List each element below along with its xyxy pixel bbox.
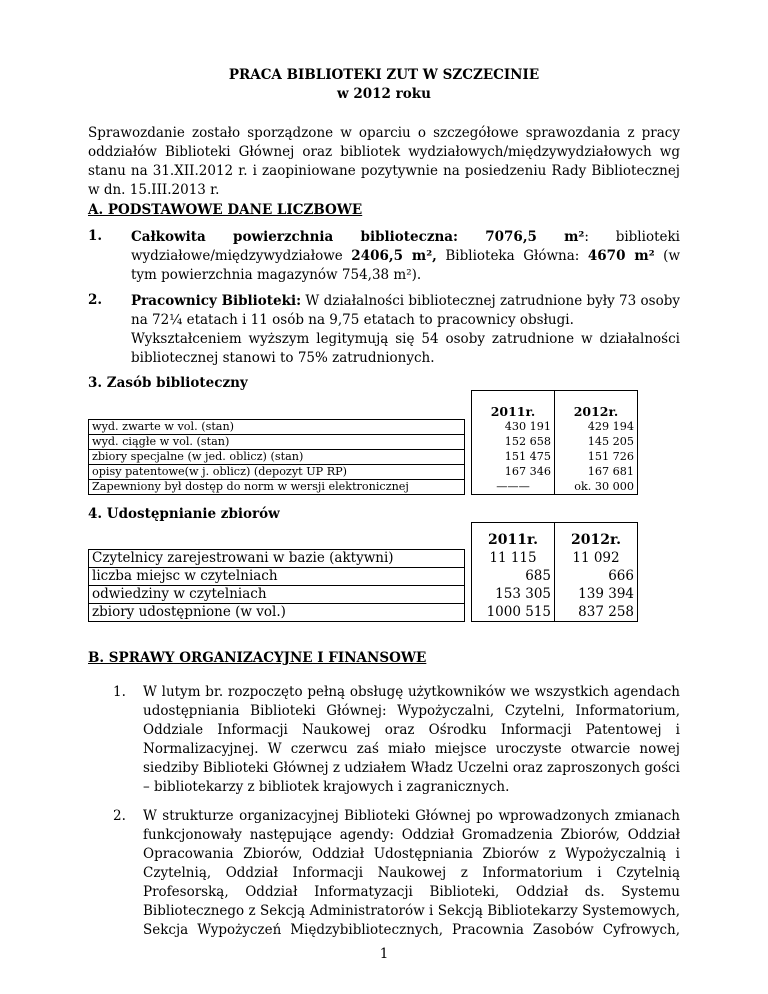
table-header-row <box>89 391 638 420</box>
item-1-bold-label: Całkowita powierzchnia biblioteczna: 7076,5 m² <box>131 229 585 245</box>
section-b-heading: B. SPRAWY ORGANIZACYJNE I FINANSOWE <box>88 650 427 666</box>
table-row: zbiory specjalne (w jed. oblicz) (stan) 151 475 151 726 <box>89 449 638 464</box>
table-4-heading: 4. Udostępnianie zbiorów <box>88 506 280 522</box>
item-1-text: Całkowita powierzchnia biblioteczna: 7076,5 m²: biblioteki wydziałowe/międzywydziałowe 2406,5 m², Biblioteka Główna: 4670 m² (w tym powierzchnia magazynów 754,38 m²). <box>131 229 680 283</box>
table-row: wyd. ciągłe w vol. (stan) 152 658 145 205 <box>89 434 638 449</box>
document-title: PRACA BIBLIOTEKI ZUT W SZCZECINIE <box>228 67 540 83</box>
table-row: Czytelnicy zarejestrowani w bazie (aktywni) 11 115 11 092 <box>89 549 638 567</box>
table-row: zbiory udostępnione (w vol.) 1000 515 837 258 <box>89 603 638 621</box>
item-2-number: 2. <box>88 292 103 308</box>
table-row: Zapewniony był dostęp do norm w wersji elektronicznej ——— ok. 30 000 <box>89 479 638 494</box>
list-item: 1. W lutym br. rozpoczęto pełną obsługę użytkowników we wszystkich agendach udostępniania Biblioteki Głównej: Wypożyczalni, Czytelni, Informatorium, Oddziale Informacji Naukowej oraz Ośrodku Informacji Patentowej i Normalizacyjnej. W czerwcu zaś miało miejsce uroczyste otwarcie nowej siedziby Biblioteki Głównej z udziałem Władz Uczelni oraz zaproszonych gości – bibliotekarzy z bibliotek krajowych i zagranicznych. <box>113 684 680 795</box>
item-2-text: Pracownicy Biblioteki: W działalności bibliotecznej zatrudnione były 73 osoby na 72¼ etatach i 11 osób na 9,75 etatach to pracownicy obsługi. Wykształceniem wyższym legitymują się 54 osoby zatrudnione w działalności bibliotecznej stanowi to 75% zatrudnionych. <box>131 293 680 366</box>
page-number: 1 <box>379 946 389 962</box>
item-2-bold-label: Pracownicy Biblioteki: <box>131 293 302 309</box>
table-row: liczba miejsc w czytelniach 685 666 <box>89 567 638 585</box>
item-1-number: 1. <box>88 228 103 244</box>
list-item: 2. W strukturze organizacyjnej Biblioteki Głównej po wprowadzonych zmianach funkcjonowały następujące agendy: Oddział Gromadzenia Zbiorów, Oddział Opracowania Zbiorów, Oddział Udostępniania Zbiorów z Wypożyczalnią i Czytelnią, Oddział Informacji Naukowej z Informatorium i Czytelnią Profesorską, Oddział Informatyzacji Biblioteki, Oddział ds. Systemu Bibliotecznego z Sekcją Administratorów i Sekcją Bibliotekarzy Systemowych, Sekcja Wypożyczeń Międzybibliotecznych, Pracownia Zasobów Cyfrowych, <box>113 808 680 938</box>
table-row: odwiedziny w czytelniach 153 305 139 394 <box>89 585 638 603</box>
table-row: opisy patentowe(w j. oblicz) (depozyt UP RP) 167 346 167 681 <box>89 464 638 479</box>
library-holdings-table <box>88 390 638 495</box>
col-2012: 2012r. <box>555 391 638 420</box>
table-row: wyd. zwarte w vol. (stan) 430 191 429 194 <box>89 419 638 434</box>
col-2011: 2011r. <box>472 391 555 420</box>
document-subtitle: w 2012 roku <box>337 86 431 102</box>
table-header-row <box>89 523 638 550</box>
collection-access-table <box>88 522 638 622</box>
table-3-heading: 3. Zasób biblioteczny <box>88 375 248 391</box>
col-2012: 2012r. <box>555 523 638 550</box>
section-a-heading: A. PODSTAWOWE DANE LICZBOWE <box>88 202 363 218</box>
intro-paragraph: Sprawozdanie zostało sporządzone w oparciu o szczegółowe sprawozdania z pracy oddziałów Biblioteki Głównej oraz bibliotek wydziałowych/międzywydziałowych wg stanu na 31.XII.2012 r. i zaopiniowane pozytywnie na posiedzeniu Rady Bibliotecznej w dn. 15.III.2013 r. <box>88 125 680 198</box>
col-2011: 2011r. <box>472 523 555 550</box>
